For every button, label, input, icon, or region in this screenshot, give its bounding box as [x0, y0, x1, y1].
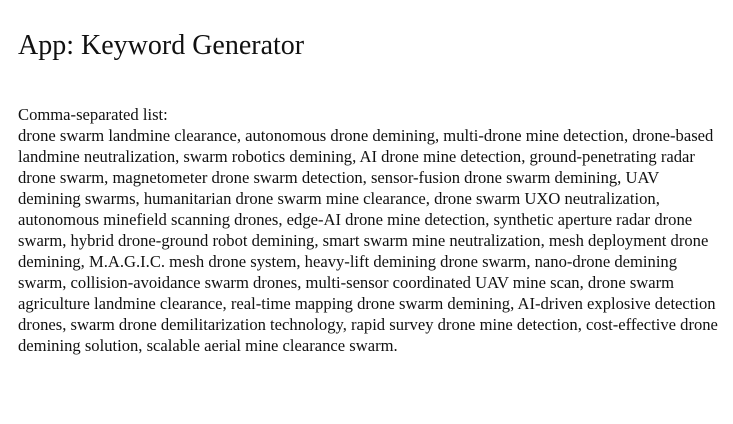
output-label: Comma-separated list: — [18, 104, 718, 125]
page-title: App: Keyword Generator — [18, 28, 718, 64]
keyword-output-section — [18, 104, 718, 356]
app-page — [18, 28, 718, 356]
keyword-list: drone swarm landmine clearance, autonomous drone demining, multi-drone mine detection, drone-based landmine neutralization, swarm robotics demining, AI drone mine detection, ground-penetrating radar drone swarm, magnetometer drone swarm detection, sensor-fusion drone swarm demining, UAV demining swarms, humanitarian drone swarm mine clearance, drone swarm UXO neutralization, autonomous minefield scanning drones, edge-AI drone mine detection, synthetic aperture radar drone swarm, hybrid drone-ground robot demining, smart swarm mine neutralization, mesh deployment drone demining, M.A.G.I.C. mesh drone system, heavy-lift demining drone swarm, nano-drone demining swarm, collision-avoidance swarm drones, multi-sensor coordinated UAV mine scan, drone swarm agriculture landmine clearance, real-time mapping drone swarm demining, AI-driven explosive detection drones, swarm drone demilitarization technology, rapid survey drone mine detection, cost-effective drone demining solution, scalable aerial mine clearance swarm. — [18, 125, 718, 356]
